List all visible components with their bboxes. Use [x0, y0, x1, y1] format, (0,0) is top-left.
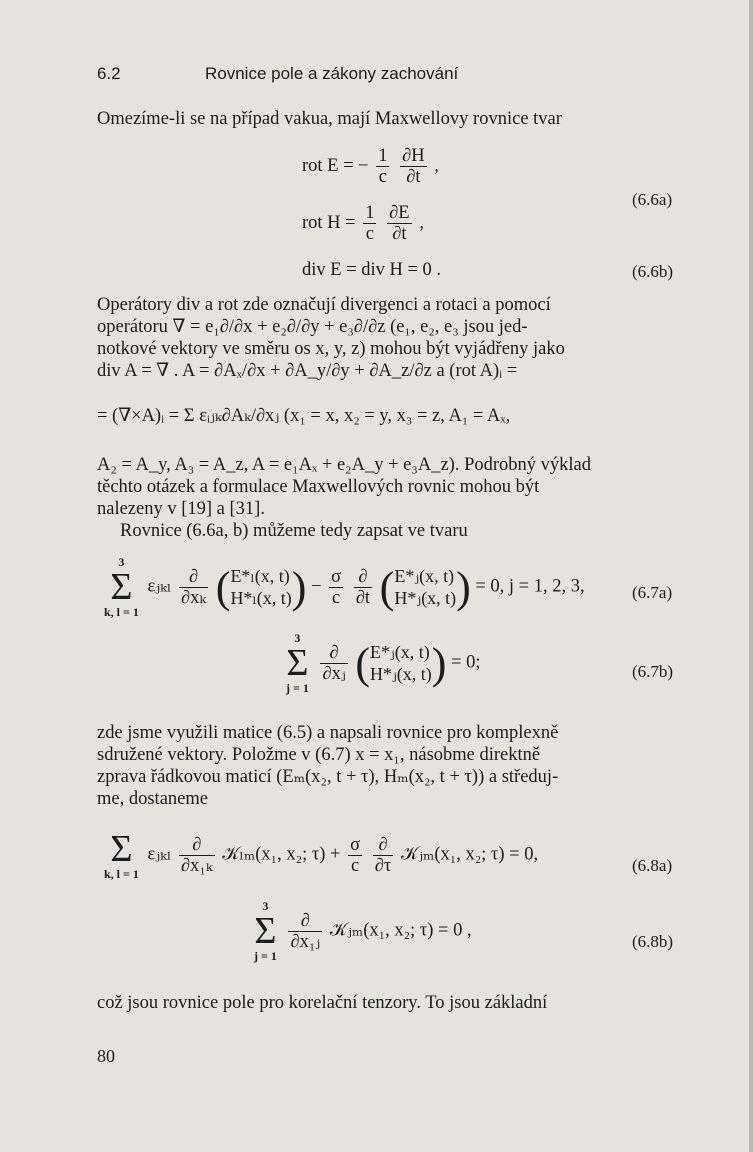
page-number: 80: [97, 1046, 115, 1066]
denominator: c: [348, 855, 362, 876]
matrix-top: E*ⱼ(x, t): [370, 642, 430, 662]
frac-d-dtau: [373, 835, 394, 876]
minus-sign: −: [311, 576, 322, 597]
frac-1-over-c: [376, 146, 389, 187]
comma: ,: [434, 155, 439, 176]
paragraph-operators-line2: operátoru ∇ = e₁∂/∂x + e₂∂/∂y + e₃∂/∂z (e₁, e₂, e₃ jsou jed-: [97, 317, 528, 337]
frac-d-dx1k: [179, 835, 215, 876]
equation-rotH: [302, 203, 424, 244]
sigma-symbol: Σ: [110, 566, 133, 608]
numerator: ∂H: [402, 146, 425, 166]
denominator: ∂x₁ⱼ: [290, 931, 321, 952]
frac-d-dx1j: [288, 911, 322, 952]
summation: [254, 900, 277, 962]
rotH-lhs: rot H =: [302, 212, 356, 233]
numerator: σ: [350, 834, 361, 855]
epsilon-tensor: εⱼₖₗ: [147, 576, 172, 597]
numerator: σ: [331, 566, 342, 587]
denominator: ∂x₁ₖ: [181, 855, 213, 876]
numerator: ∂: [378, 834, 388, 855]
sigma-symbol: Σ: [254, 910, 277, 952]
eq-number-6-6a: (6.6a): [632, 190, 673, 209]
section-title: Rovnice pole a zákony zachování: [205, 64, 459, 83]
paragraph-matrices-line3: zprava řádkovou maticí (Eₘ(x₂, t + τ), Hₘ(x₂, t + τ)) a středuj-: [97, 767, 559, 787]
frac-dH-dt: [400, 146, 427, 187]
equation-tail: = 0;: [451, 652, 481, 673]
matrix-top: E*ₗ(x, t): [230, 566, 290, 586]
summation: [104, 556, 139, 618]
eq-number-6-7b: (6.7b): [632, 662, 674, 681]
upper-limit: 3: [262, 899, 269, 913]
eq-number-6-6b: (6.6b): [632, 262, 674, 281]
paragraph-matrices-line4: me, dostaneme: [97, 789, 208, 809]
paragraph-intro: Omezíme-li se na případ vakua, mají Maxwellovy rovnice tvar: [97, 109, 562, 129]
column-matrix-1: ( E*ₗ(x, t) H*ₗ(x, t) ): [215, 562, 307, 612]
equation-6-8a: [100, 830, 538, 880]
upper-limit: 3: [118, 555, 125, 569]
denominator: c: [376, 166, 389, 187]
denominator: c: [329, 587, 343, 608]
frac-sigma-c: [348, 835, 362, 876]
denominator: ∂τ: [374, 855, 392, 876]
numerator: ∂: [329, 642, 339, 663]
correlation-tensor-term: 𝒦ⱼₘ(x₁, x₂; τ) = 0 ,: [329, 920, 472, 941]
matrix-top: E*ⱼ(x, t): [394, 566, 455, 586]
frac-sigma-c: [329, 567, 343, 608]
lower-limit: k, l = 1: [104, 867, 139, 881]
denominator: ∂t: [387, 223, 411, 244]
column-matrix-2: ( E*ⱼ(x, t) H*ⱼ(x, t) ): [379, 562, 471, 612]
eq-number-6-8a: (6.8a): [632, 856, 673, 875]
equation-tail: = 0, j = 1, 2, 3,: [475, 576, 585, 597]
equation-6-7a: [100, 556, 585, 618]
eq-number-6-7a: (6.7a): [632, 583, 673, 602]
paragraph-operators-line1: Operátory div a rot zde označují divergenci a rotaci a pomocí: [97, 295, 551, 315]
sigma-symbol: Σ: [286, 642, 309, 684]
rotE-lhs: rot E = −: [302, 155, 369, 176]
equation-rotE: [302, 146, 439, 187]
summation: [104, 830, 139, 880]
matrix-bottom: H*ⱼ(x, t): [394, 588, 457, 608]
matrix-bottom: H*ⱼ(x, t): [370, 664, 432, 684]
equation-6-8b: [250, 900, 472, 962]
lower-limit: j = 1: [286, 681, 309, 695]
paragraph-matrices-line1: zde jsme využili matice (6.5) a napsali rovnice pro komplexně: [97, 723, 559, 743]
numerator: ∂: [300, 910, 310, 931]
epsilon-tensor: εⱼₖₗ: [147, 844, 172, 865]
correlation-tensor-term: 𝒦ⱼₘ(x₁, x₂; τ) = 0,: [400, 844, 539, 865]
summation: [286, 632, 309, 694]
paragraph-operators-line7: těchto otázek a formulace Maxwellových rovnic mohou být: [97, 477, 540, 497]
paragraph-operators-line8: nalezeny v [19] a [31].: [97, 499, 265, 519]
denominator: c: [363, 223, 376, 244]
page-edge: [749, 0, 753, 1152]
paragraph-conclusion: což jsou rovnice pole pro korelační tenzory. To jsou základní: [97, 993, 548, 1013]
frac-d-dt: [354, 567, 372, 608]
denominator: ∂t: [355, 587, 371, 608]
denominator: ∂xₖ: [181, 587, 207, 608]
upper-limit: 3: [294, 631, 301, 645]
paragraph-operators-line3: notkové vektory ve směru os x, y, z) mohou být vyjádřeny jako: [97, 339, 565, 359]
frac-dE-dt: [387, 203, 411, 244]
denominator: ∂t: [400, 166, 427, 187]
paragraph-matrices-line2: sdružené vektory. Položme v (6.7) x = x₁, násobme direktně: [97, 745, 541, 765]
numerator: 1: [365, 203, 375, 223]
section-number: 6.2: [97, 64, 121, 83]
column-matrix-3: ( E*ⱼ(x, t) H*ⱼ(x, t) ): [355, 638, 447, 688]
equation-6-7b: [282, 632, 481, 694]
equation-div: div E = div H = 0 .: [302, 260, 442, 280]
frac-1-over-c: [363, 203, 376, 244]
denominator: ∂xⱼ: [322, 663, 346, 684]
lower-limit: j = 1: [254, 949, 277, 963]
frac-d-dxk: [179, 567, 208, 608]
paragraph-rewrite: Rovnice (6.6a, b) můžeme tedy zapsat ve tvaru: [120, 521, 468, 541]
paragraph-operators-line4: div A = ∇ . A = ∂Aₓ/∂x + ∂A_y/∂y + ∂A_z/∂z a (rot A)ᵢ =: [97, 361, 518, 381]
sigma-symbol: Σ: [110, 828, 133, 870]
paragraph-operators-line6: A₂ = A_y, A₃ = A_z, A = e₁Aₓ + e₂A_y + e₃A_z). Podrobný výklad: [97, 455, 591, 475]
numerator: ∂: [189, 566, 199, 587]
numerator: ∂E: [389, 203, 410, 223]
numerator: ∂: [358, 566, 368, 587]
correlation-tensor-term: 𝒦ₗₘ(x₁, x₂; τ) +: [222, 844, 341, 865]
eq-number-6-8b: (6.8b): [632, 932, 674, 951]
matrix-bottom: H*ₗ(x, t): [230, 588, 292, 608]
numerator: 1: [378, 146, 388, 166]
lower-limit: k, l = 1: [104, 605, 139, 619]
paragraph-operators-line5: = (∇×A)ᵢ = Σ εᵢⱼₖ∂Aₖ/∂xⱼ (x₁ = x, x₂ = y, x₃ = z, A₁ = Aₓ,: [97, 406, 511, 426]
frac-d-dxj: [320, 643, 347, 684]
comma: ,: [419, 212, 424, 233]
numerator: ∂: [192, 834, 202, 855]
